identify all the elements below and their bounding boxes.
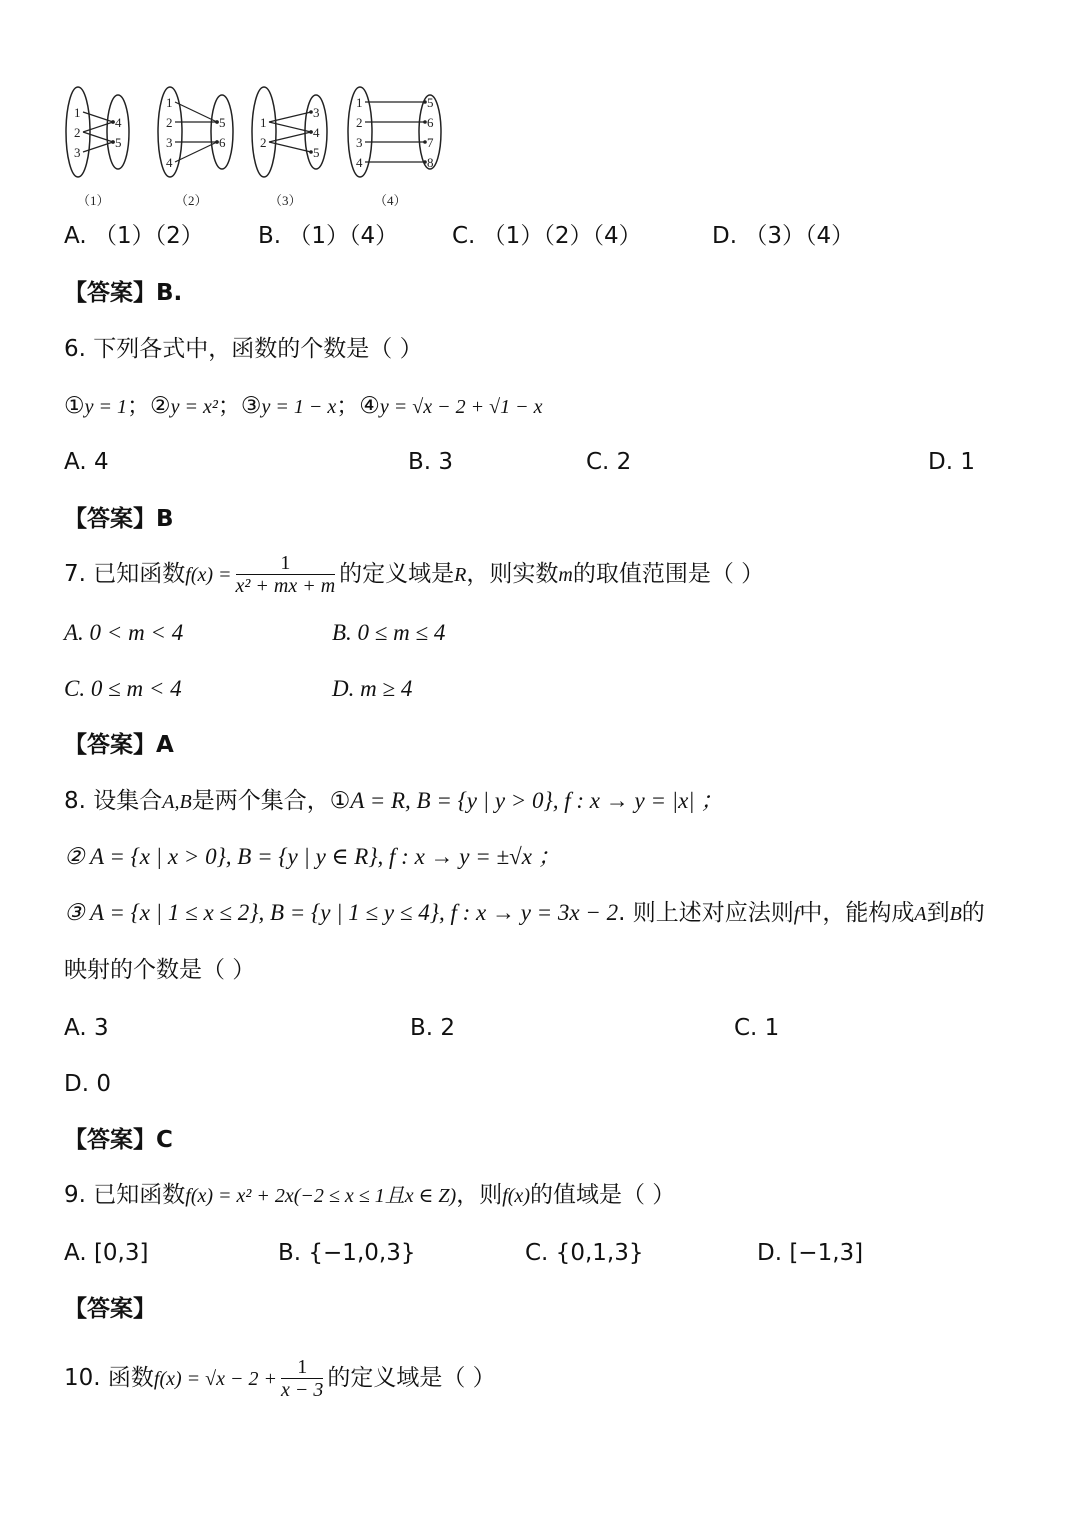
diagram-2-label: （2） [175,193,208,207]
q9-option-b: B. {−1,0,3} [278,1240,416,1266]
q9-stem-pre: 9. 已知函数 [64,1182,186,1208]
q7-option-c: C. 0 ≤ m < 4 [64,676,182,701]
q6-item-marker-1: ① [64,393,85,419]
q8-B: B [949,903,962,925]
q7-numerator: 1 [236,552,336,575]
diagram-3-right-element: 4 [313,125,320,140]
diagram-2-left-element: 4 [166,155,173,170]
q8-item-3-line [64,898,985,929]
diagram-3-right-element: 3 [313,105,320,120]
diagram-1-right-element: 4 [115,115,122,130]
q10-denominator: x − 3 [281,1379,324,1401]
diagram-2-left-element: 1 [166,95,173,110]
q5-option-d: D. （3）（4） [712,223,855,249]
q8-item-3-tail: . 则上述对应法则 [618,900,794,926]
diagram-4-left-element: 4 [356,155,363,170]
q7-m: m [558,564,573,586]
q8-option-c: C. 1 [734,1015,780,1041]
q7-stem-post: 的取值范围是（ ） [572,561,765,587]
q9-stem [64,1180,675,1211]
q7-option-b: B. 0 ≤ m ≤ 4 [332,620,446,645]
diagram-1-left-element: 3 [74,145,81,160]
diagram-4-arrowhead [423,140,427,144]
q7-stem-mid2: ，则实数 [466,561,559,587]
diagram-1-left-element: 1 [74,105,81,120]
q5-option-b: B. （1）（4） [258,223,399,249]
q8-A: A [914,903,927,925]
q9-option-a: A. [0,3] [64,1240,149,1266]
diagram-2-right-set [211,95,233,169]
q7-fx: f(x) = [185,564,232,586]
q9-option-c: C. {0,1,3} [525,1240,644,1266]
q10-formula: f(x) = √x − 2 + [153,1368,277,1390]
diagram-3-arrowhead [309,130,313,134]
q6-item-marker-3: ；③ [217,393,262,419]
q7-stem-pre: 7. 已知函数 [64,561,186,587]
diagram-3-arrowhead [309,150,313,154]
q8-option-b: B. 2 [410,1015,456,1041]
diagram-2-arrowhead [215,140,219,144]
diagram-1-left-element: 2 [74,125,81,140]
q8-option-d: D. 0 [64,1071,111,1097]
diagram-3-left-element: 1 [260,115,267,130]
diagram-1-arrowhead [111,120,115,124]
q6-item-marker-2: ；② [127,393,171,419]
q9-stem-mid: ，则 [456,1182,503,1208]
diagram-4-arrowhead [423,160,427,164]
diagram-3-left-set [252,87,276,177]
q6-stem: 6. 下列各式中，函数的个数是（ ） [64,336,423,362]
diagram-1-mapping-arrow [83,132,113,142]
q9-answer: 【答案】 [64,1296,156,1322]
diagram-4-left-element: 2 [356,115,363,130]
q8-tail-3: 到 [926,900,950,926]
q10-stem-post: 的定义域是（ ） [327,1365,496,1391]
q7-option-d: D. m ≥ 4 [332,676,413,701]
q5-option-a: A. （1）（2） [64,223,204,249]
mapping-diagrams-figure [60,62,480,207]
q9-option-d: D. [−1,3] [757,1240,864,1266]
diagram-1-mapping-arrow [83,122,113,132]
q10-numerator: 1 [281,1356,323,1379]
diagram-2-right-element: 5 [219,115,226,130]
q7-option-a: A. 0 < m < 4 [64,620,184,645]
q6-option-d: D. 1 [928,449,975,475]
q8-stem-pre: 8. 设集合 [64,788,163,814]
q7-fraction [236,552,336,597]
q9-stem-post: 的值域是（ ） [529,1182,676,1208]
q7-stem-mid: 的定义域是 [339,561,455,587]
q8-stem [64,786,723,817]
q10-fraction [281,1356,323,1401]
q7-stem [64,552,764,597]
diagram-1-right-set [107,95,129,169]
diagram-2-arrowhead [215,120,219,124]
q6-item-4: y = √x − 2 + √1 − x [379,396,543,418]
q8-tail-2: 中，能构成 [799,900,915,926]
q8-tail-4: 的 [961,900,985,926]
q5-answer: 【答案】B. [64,280,183,306]
q6-item-2: y = x² [170,396,218,418]
q9-formula: f(x) = x² + 2x(−2 ≤ x ≤ 1且x ∈ Z) [185,1185,457,1207]
diagram-2-left-element: 2 [166,115,173,130]
diagram-4-right-element: 7 [427,135,434,150]
q7-answer: 【答案】A [64,732,174,758]
diagram-1-arrowhead [111,140,115,144]
diagram-4-arrowhead [423,100,427,104]
diagram-3-right-element: 5 [313,145,320,160]
diagram-4-right-element: 6 [427,115,434,130]
q8-stem-mid: 是两个集合，① [191,788,351,814]
diagram-2-left-element: 3 [166,135,173,150]
diagram-1-right-element: 5 [115,135,122,150]
diagram-4-arrowhead [423,120,427,124]
q8-AB: A,B [162,791,192,813]
diagram-4-left-element: 1 [356,95,363,110]
diagram-3-label: （3） [269,193,302,207]
q9-fx: f(x) [502,1185,530,1207]
q6-option-c: C. 2 [586,449,632,475]
diagram-4-left-element: 3 [356,135,363,150]
q7-R: R [454,564,467,586]
q6-option-b: B. 3 [408,449,454,475]
q8-stem-line-4: 映射的个数是（ ） [64,957,256,983]
diagram-1-label: （1） [77,193,110,207]
q8-answer: 【答案】C [64,1127,173,1153]
q6-answer: 【答案】B [64,506,174,532]
q8-f: f [793,903,800,925]
q6-option-a: A. 4 [64,449,109,475]
q10-stem [64,1356,496,1401]
q8-item-3: ③ A = {x | 1 ≤ x ≤ 2}, B = {y | 1 ≤ y ≤ 4}, f : x → y = 3x − 2 [64,900,619,925]
q8-option-a: A. 3 [64,1015,109,1041]
q8-item-1: A = R, B = {y | y > 0}, f : x → y = |x| ； [350,788,724,813]
q8-item-2: ② A = {x | x > 0}, B = {y | y ∈ R}, f : x → y = ±√x ； [64,844,561,869]
diagram-4-right-element: 5 [427,95,434,110]
diagram-2-right-element: 6 [219,135,226,150]
diagram-3-arrowhead [309,110,313,114]
q6-item-1: y = 1 [84,396,127,418]
q6-item-3: y = 1 − x [261,396,337,418]
q7-denominator: x² + mx + m [235,575,336,597]
q5-option-c: C. （1）（2）（4） [452,223,642,249]
diagram-4-right-element: 8 [427,155,434,170]
diagram-4-label: （4） [374,193,407,207]
diagram-3-left-element: 2 [260,135,267,150]
q6-item-marker-4: ；④ [336,393,380,419]
q6-items [64,391,542,422]
q10-stem-pre: 10. 函数 [64,1365,154,1391]
